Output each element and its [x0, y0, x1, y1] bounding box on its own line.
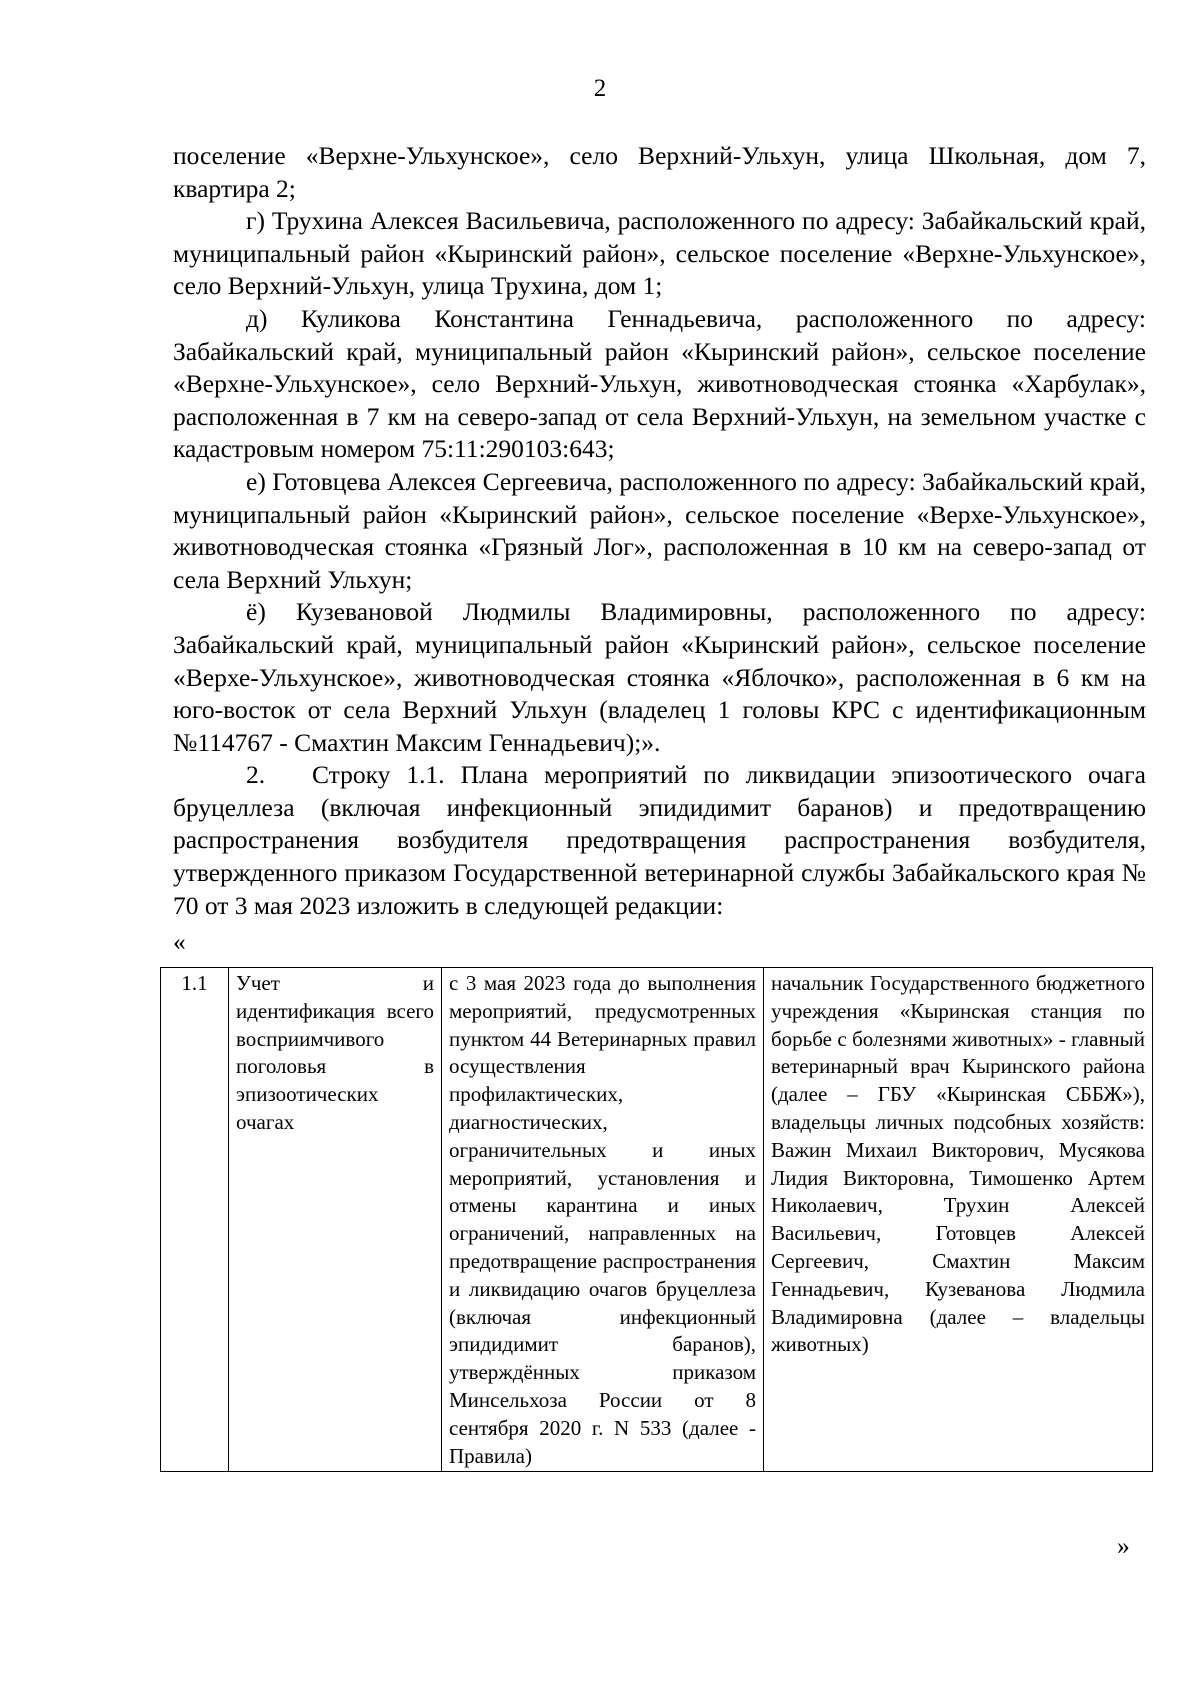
- closing-quote: »: [1117, 1531, 1130, 1560]
- cell-number: 1.1: [161, 968, 229, 1472]
- cell-responsible: начальник Государственного бюджетного учреждения «Кыринская станция по борьбе с болезнями животных» - главный ветеринарный врач Кыринского района (далее – ГБУ «Кыринская СББЖ»), владельцы личных подсобных хозяйств: Важин Михаил Викторович, Мусякова Лидия Викторовна, Тимошенко Артем Николаевич, Трухин Алексей Васильевич, Готовцев Алексей Сергеевич, Смахтин Максим Геннадьевич, Кузеванова Людмила Владимировна (далее – владельцы животных): [764, 968, 1153, 1472]
- paragraph-point-2: [173, 759, 1146, 922]
- document-body: [173, 140, 1146, 922]
- point-text: Строку 1.1. Плана мероприятий по ликвидации эпизоотического очага бруцеллеза (включая инфекционный эпидидимит баранов) и предотвращению распространения возбудителя предотвращения распространения возбудителя, утвержденного приказом Государственной ветеринарной службы Забайкальского края № 70 от 3 мая 2023 изложить в следующей редакции:: [173, 760, 1146, 920]
- page-number: 2: [593, 75, 607, 102]
- point-number: 2.: [246, 760, 266, 790]
- cell-period: с 3 мая 2023 года до выполнения мероприятий, предусмотренных пунктом 44 Ветеринарных правил осуществления профилактических, диагностических, ограничительных и иных мероприятий, установления и отмены карантина и иных ограничений, направленных на предотвращение распространения и ликвидацию очагов бруцеллеза (включая инфекционный эпидидимит баранов), утверждённых приказом Минсельхоза России от 8 сентября 2020 г. N 533 (далее - Правила): [442, 968, 764, 1472]
- paragraph-item-d: д) Куликова Константина Геннадьевича, расположенного по адресу: Забайкальский край, муниципальный район «Кыринский район», сельское поселение «Верхне-Ульхунское», село Верхний-Ульхун, животноводческая стоянка «Харбулак», расположенная в 7 км на северо-запад от села Верхний-Ульхун, на земельном участке с кадастровым номером 75:11:290103:643;: [173, 303, 1146, 464]
- paragraph-item-g: г) Трухина Алексея Васильевича, расположенного по адресу: Забайкальский край, муниципальный район «Кыринский район», сельское поселение «Верхне-Ульхунское», село Верхний-Ульхун, улица Трухина, дом 1;: [173, 206, 1146, 301]
- plan-table: [160, 967, 1153, 1472]
- paragraph-item-yo: ё) Кузевановой Людмилы Владимировны, расположенного по адресу: Забайкальский край, муниципальный район «Кыринский район», сельское поселение «Верхе-Ульхунское», животноводческая стоянка «Яблочко», расположенная в 6 км на юго-восток от села Верхний Ульхун (владелец 1 головы КРС с идентификационным №114767 - Смахтин Максим Геннадьевич);».: [173, 597, 1146, 757]
- table-row: [161, 968, 1153, 1472]
- paragraph-continuation: поселение «Верхне-Ульхунское», село Верхний-Ульхун, улица Школьная, дом 7, квартира 2;: [173, 141, 1146, 203]
- opening-quote: «: [173, 927, 186, 956]
- cell-activity: Учет и идентификация всего восприимчивого поголовья в эпизоотических очагах: [229, 968, 442, 1472]
- paragraph-item-e: е) Готовцева Алексея Сергеевича, расположенного по адресу: Забайкальский край, муниципальный район «Кыринский район», сельское поселение «Верхе-Ульхунское», животноводческая стоянка «Грязный Лог», расположенная в 10 км на северо-запад от села Верхний Ульхун;: [173, 466, 1146, 594]
